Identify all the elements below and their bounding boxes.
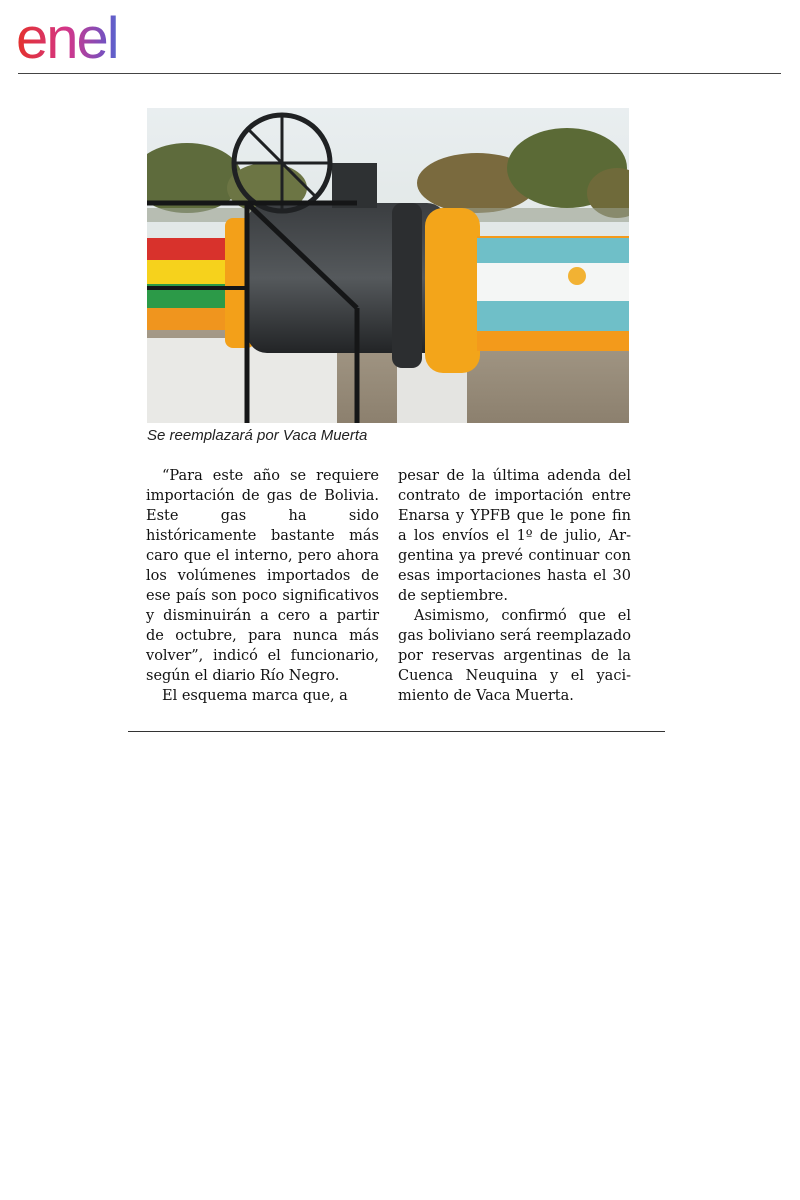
paragraph: El esquema marca que, a	[162, 688, 348, 704]
article-divider	[128, 731, 665, 732]
enel-logo	[16, 6, 186, 72]
article-photo	[147, 108, 629, 423]
logo-wordmark: enel	[16, 6, 186, 72]
article-column-right	[398, 466, 631, 706]
pipeline-valve-image	[147, 108, 629, 423]
paragraph: “Para este año se requiere importación de gas de Bolivia. Este gas ha sido históricamente bastante más caro que el interno, pero ahora los volúmenes importados de ese país son poco significativos y disminuirán a cero a partir de octubre, para nunca más volver”, indicó el funcionario, según el diario Río Negro.	[146, 468, 379, 684]
header-divider	[18, 73, 781, 74]
photo-caption: Se reemplazará por Vaca Muerta	[147, 427, 368, 444]
article-column-left	[146, 466, 379, 706]
paragraph: pesar de la última adenda del contrato de importación entre Enarsa y YPFB que le pone fin a los envíos el 1º de julio, Argentina ya prevé continuar con esas importaciones hasta el 30 de septiembre.	[398, 468, 631, 604]
paragraph: Asimismo, confirmó que el gas boliviano será reemplazado por reservas argentinas de la Cuenca Neuquina y el yacimiento de Vaca Muerta.	[398, 608, 631, 704]
